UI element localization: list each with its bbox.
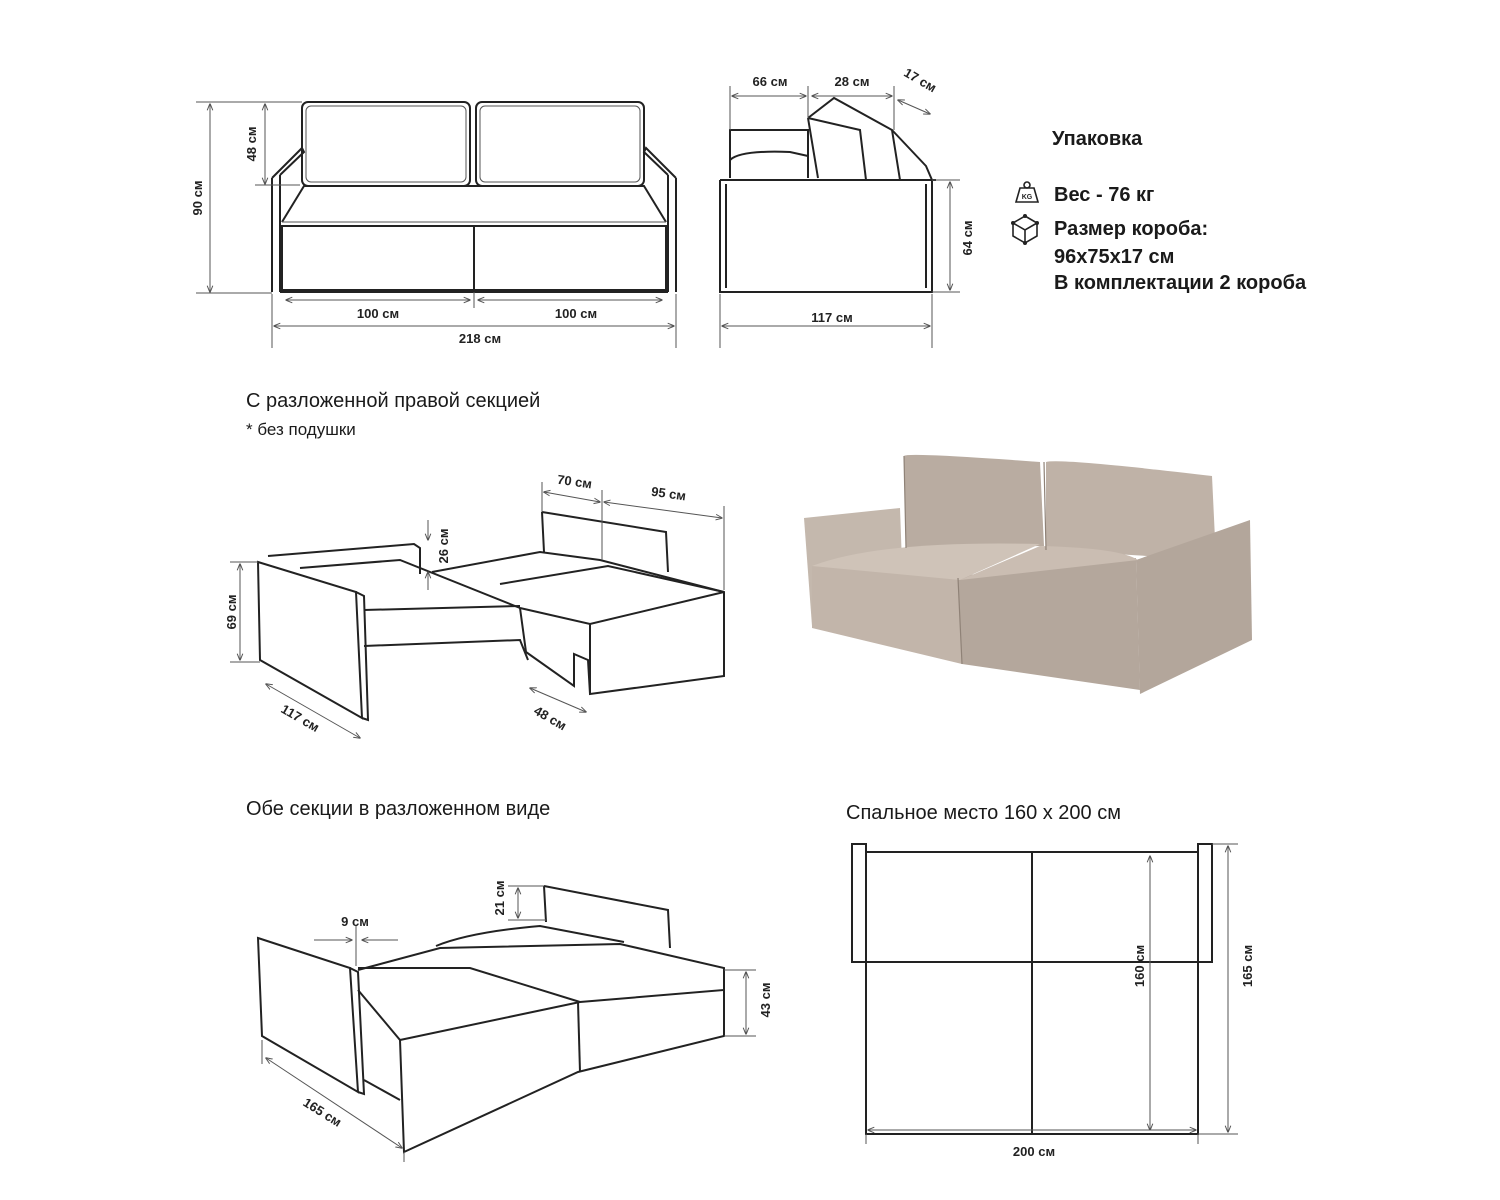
sofa-photo [804,455,1252,694]
sleeping-area-heading: Спальное место 160 х 200 см [846,802,1121,824]
sleeping-area-dim-200: 200 см [1012,1144,1056,1159]
sleeping-area-dim-160: 160 см [1132,944,1147,988]
both-sections-dim-43: 43 см [758,982,773,1018]
packaging-title: Упаковка [1052,128,1143,150]
both-sections-heading: Обе секции в разложенном виде [246,798,551,820]
side-back-depth-label: 28 см [834,74,870,89]
side-depth-total-label: 117 см [811,310,853,325]
front-back-height-label: 48 см [244,126,259,162]
sleeping-area-dim-165: 165 см [1240,944,1255,988]
both-sections-dim-9: 9 см [341,914,369,929]
right-section-note: * без подушки [246,420,356,439]
right-section-unfolded-drawing [258,512,724,720]
packaging-box-size: 96х75х17 см [1054,246,1175,268]
right-section-dim-26: 26 см [436,528,451,564]
front-height-total-label: 90 см [190,180,205,216]
front-width-total-label: 218 см [458,331,502,346]
packaging-box-count: В комплектации 2 короба [1054,272,1307,294]
both-sections-dim-165: 165 см [300,1094,345,1130]
side-view-drawing [720,98,936,292]
weight-kg-icon [1016,182,1038,202]
front-section-left-label: 100 см [356,306,400,321]
right-section-dim-95: 95 см [650,483,687,504]
sleeping-area-dimensions [866,844,1238,1144]
both-sections-dim-21: 21 см [492,880,507,916]
sleeping-area-drawing [852,844,1212,1134]
right-section-dim-69: 69 см [224,594,239,630]
front-section-right-label: 100 см [554,306,598,321]
right-section-heading: С разложенной правой секцией [246,390,541,412]
side-seat-depth-label: 66 см [752,74,788,89]
box-dimensions-icon [1011,214,1039,245]
side-arm-height-label: 64 см [960,220,975,256]
right-section-dim-70: 70 см [556,471,593,492]
right-section-dim-48: 48 см [531,702,570,734]
packaging-box-label: Размер короба: [1054,218,1209,240]
packaging-weight: Вес - 76 кг [1054,184,1155,206]
front-view-drawing [272,102,676,292]
right-section-dim-117: 117 см [278,701,322,735]
side-back-tilt-label: 17 см [901,64,940,96]
svg-text:KG: KG [1021,194,1033,201]
